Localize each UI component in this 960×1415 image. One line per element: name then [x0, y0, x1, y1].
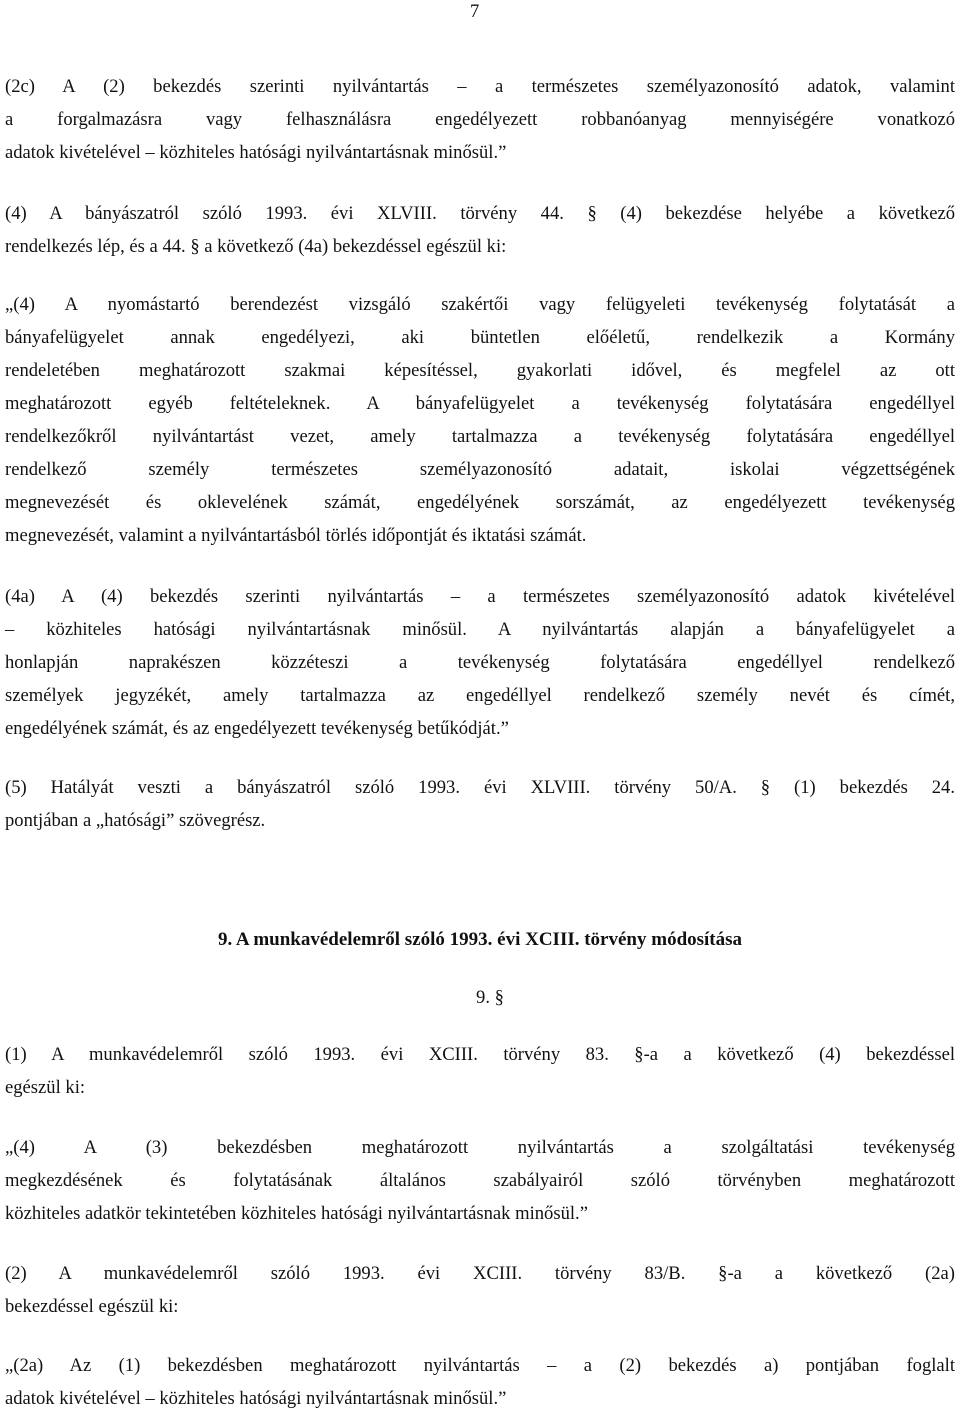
paragraph-4a: [5, 580, 955, 745]
text-line: adatok kivételével – közhiteles hatósági nyilvántartásnak minősül.”: [5, 1388, 507, 1409]
text-line: pontjában a „hatósági” szövegrész.: [5, 810, 266, 831]
text-line: (2) A munkavédelemről szóló 1993. évi XCIII. törvény 83/B. §-a a következő (2a): [5, 1263, 955, 1284]
text-line: (5) Hatályát veszti a bányászatról szóló 1993. évi XLVIII. törvény 50/A. § (1) bekezdés 24.: [5, 777, 955, 798]
text-line: bányafelügyelet annak engedélyezi, aki büntetlen előéletű, rendelkezik a Kormány: [5, 327, 955, 348]
text-line: (4) A bányászatról szóló 1993. évi XLVIII. törvény 44. § (4) bekezdése helyébe a következő: [5, 203, 955, 224]
text-line: rendelkező személy természetes személyazonosító adatait, iskolai végzettségének: [5, 459, 955, 480]
text-line: „(2a) Az (1) bekezdésben meghatározott nyilvántartás – a (2) bekezdés a) pontjában foglalt: [5, 1355, 955, 1376]
paragraph-2c: [5, 70, 955, 169]
paragraph-9-1: [5, 1038, 955, 1104]
chapter-title: 9. A munkavédelemről szóló 1993. évi XCIII. törvény módosítása: [217, 929, 743, 950]
text-line: egészül ki:: [5, 1077, 86, 1098]
paragraph-5: [5, 771, 955, 837]
text-line: (1) A munkavédelemről szóló 1993. évi XCIII. törvény 83. §-a a következő (4) bekezdéssel: [5, 1044, 955, 1065]
page-number: 7: [470, 2, 480, 22]
text-line: megkezdésének és folytatásának általános szabályairól szóló törvényben meghatározott: [5, 1170, 955, 1191]
text-line: a forgalmazásra vagy felhasználásra engedélyezett robbanóanyag mennyiségére vonatkozó: [5, 109, 955, 130]
text-line: rendelkezés lép, és a 44. § a következő (4a) bekezdéssel egészül ki:: [5, 236, 507, 257]
text-line: engedélyének számát, és az engedélyezett tevékenység betűkódját.”: [5, 718, 509, 739]
text-line: megnevezését és oklevelének számát, engedélyének sorszámát, az engedélyezett tevékenység: [5, 492, 955, 513]
paragraph-4-quote: [5, 288, 955, 552]
text-line: közhiteles adatkör tekintetében közhiteles hatósági nyilvántartásnak minősül.”: [5, 1203, 588, 1224]
text-line: – közhiteles hatósági nyilvántartásnak minősül. A nyilvántartás alapján a bányafelügyelet a: [5, 619, 955, 640]
paragraph-4-intro: [5, 197, 955, 263]
text-line: adatok kivételével – közhiteles hatósági nyilvántartásnak minősül.”: [5, 142, 507, 163]
text-line: „(4) A (3) bekezdésben meghatározott nyilvántartás a szolgáltatási tevékenység: [5, 1137, 955, 1158]
text-line: megnevezését, valamint a nyilvántartásból törlés időpontját és iktatási számát.: [5, 525, 587, 546]
text-line: rendeletében meghatározott szakmai képesítéssel, gyakorlati idővel, és megfelel az ott: [5, 360, 955, 381]
text-line: (2c) A (2) bekezdés szerinti nyilvántartás – a természetes személyazonosító adatok, valamint: [5, 76, 955, 97]
text-line: honlapján naprakészen közzéteszi a tevékenység folytatására engedéllyel rendelkező: [5, 652, 955, 673]
paragraph-9-1-quote: [5, 1131, 955, 1230]
paragraph-9-2: [5, 1257, 955, 1323]
text-line: rendelkezőkről nyilvántartást vezet, amely tartalmazza a tevékenység folytatására engedéllyel: [5, 426, 955, 447]
paragraph-9-2-quote: [5, 1349, 955, 1415]
text-line: bekezdéssel egészül ki:: [5, 1296, 179, 1317]
text-line: (4a) A (4) bekezdés szerinti nyilvántartás – a természetes személyazonosító adatok kivételével: [5, 586, 955, 607]
text-line: meghatározott egyéb feltételeknek. A bányafelügyelet a tevékenység folytatására engedéllyel: [5, 393, 955, 414]
text-line: „(4) A nyomástartó berendezést vizsgáló szakértői vagy felügyeleti tevékenység folytatását a: [5, 294, 955, 315]
text-line: személyek jegyzékét, amely tartalmazza az engedéllyel rendelkező személy nevét és címét,: [5, 685, 955, 706]
section-heading: 9. §: [476, 987, 504, 1008]
